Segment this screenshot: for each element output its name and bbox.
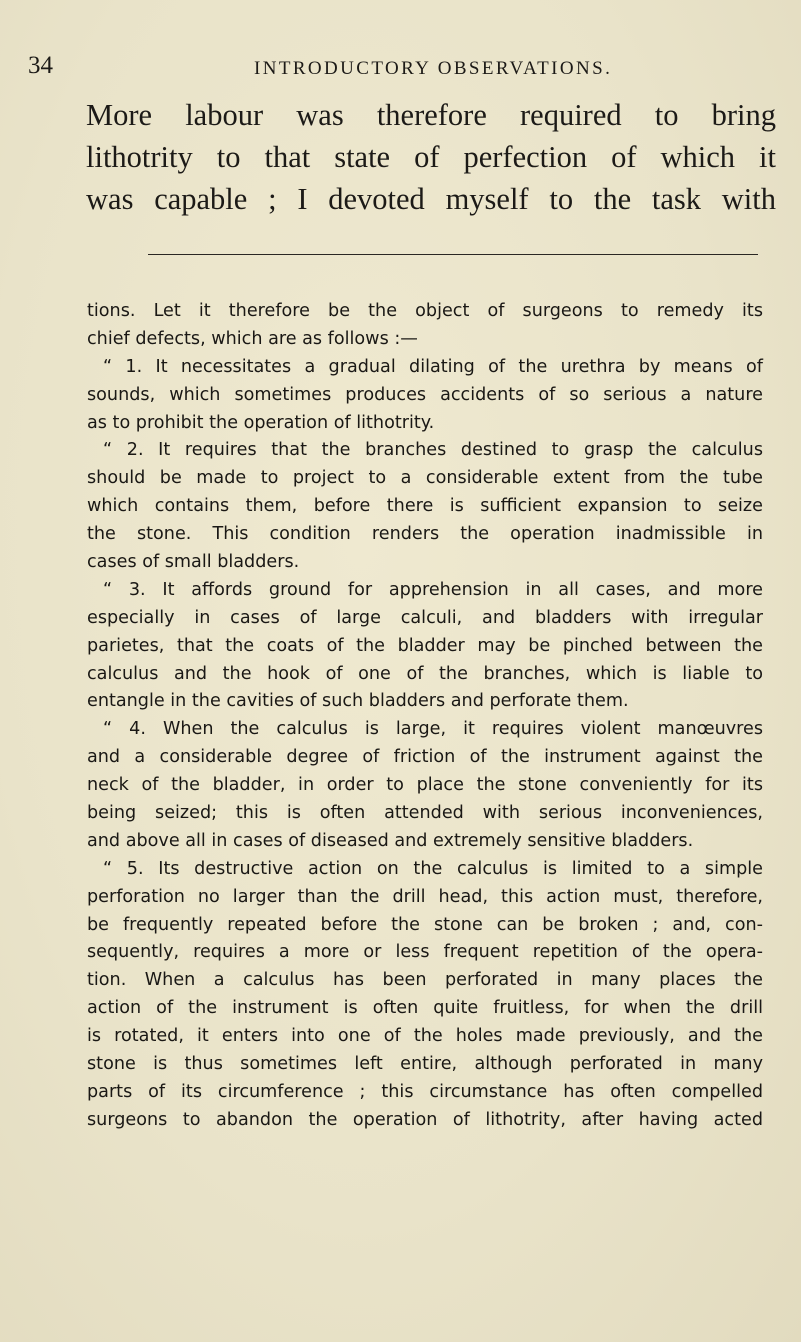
text-line: “ 2. It requires that the branches destined to grasp the calculus <box>103 440 763 461</box>
text-line: parts of its circumference ; this circumstance has often compelled <box>87 1081 763 1102</box>
text-line: sounds, which sometimes produces accidents of so serious a nature <box>87 384 763 405</box>
text-line: which contains them, before there is sufficient expansion to seize <box>87 496 763 517</box>
text-line: parietes, that the coats of the bladder may be pinched between the <box>87 635 763 656</box>
text-line: neck of the bladder, in order to place the stone conveniently for its <box>87 775 763 796</box>
text-line: sequently, requires a more or less frequent repetition of the opera- <box>87 942 763 963</box>
text-line: “ 5. Its destructive action on the calculus is limited to a simple <box>103 858 763 879</box>
lower-text-block <box>87 298 763 1135</box>
upper-line: More labour was therefore required to bring <box>86 98 776 132</box>
text-line: the stone. This condition renders the operation inadmissible in <box>87 524 763 545</box>
upper-paragraph <box>86 94 776 220</box>
page-number: 34 <box>28 52 53 79</box>
text-line: and above all in cases of diseased and extremely sensitive bladders. <box>87 830 694 851</box>
upper-line: lithotrity to that state of perfection of which it <box>86 140 776 174</box>
text-line: calculus and the hook of one of the branches, which is liable to <box>87 663 763 684</box>
running-title: INTRODUCTORY OBSERVATIONS. <box>254 58 613 79</box>
text-line: should be made to project to a considerable extent from the tube <box>87 468 763 489</box>
text-line: “ 4. When the calculus is large, it requires violent manœuvres <box>103 719 763 740</box>
text-line: cases of small bladders. <box>87 552 300 573</box>
text-line: especially in cases of large calculi, and bladders with irregular <box>87 607 763 628</box>
text-line: “ 1. It necessitates a gradual dilating of the urethra by means of <box>103 356 763 377</box>
text-line: tions. Let it therefore be the object of surgeons to remedy its <box>87 301 763 321</box>
text-line: entangle in the cavities of such bladders and perforate them. <box>87 691 629 712</box>
text-line: and a considerable degree of friction of the instrument against the <box>87 747 763 768</box>
text-line: stone is thus sometimes left entire, although perforated in many <box>87 1054 763 1075</box>
text-line: surgeons to abandon the operation of lithotrity, after having acted <box>87 1109 763 1130</box>
text-line: as to prohibit the operation of lithotrity. <box>87 412 435 433</box>
text-line: being seized; this is often attended with serious inconveniences, <box>87 803 763 824</box>
text-line: perforation no larger than the drill head, this action must, therefore, <box>87 886 763 907</box>
text-line: is rotated, it enters into one of the holes made previously, and the <box>87 1026 763 1047</box>
text-line: “ 3. It affords ground for apprehension in all cases, and more <box>103 579 763 600</box>
divider-rule <box>148 254 758 255</box>
upper-line: was capable ; I devoted myself to the task with <box>86 182 776 216</box>
text-line: be frequently repeated before the stone can be broken ; and, con- <box>87 914 763 935</box>
text-line: chief defects, which are as follows :— <box>87 328 418 349</box>
text-line: action of the instrument is often quite fruitless, for when the drill <box>87 998 763 1019</box>
text-line: tion. When a calculus has been perforated in many places the <box>87 970 763 991</box>
running-head <box>28 52 768 92</box>
